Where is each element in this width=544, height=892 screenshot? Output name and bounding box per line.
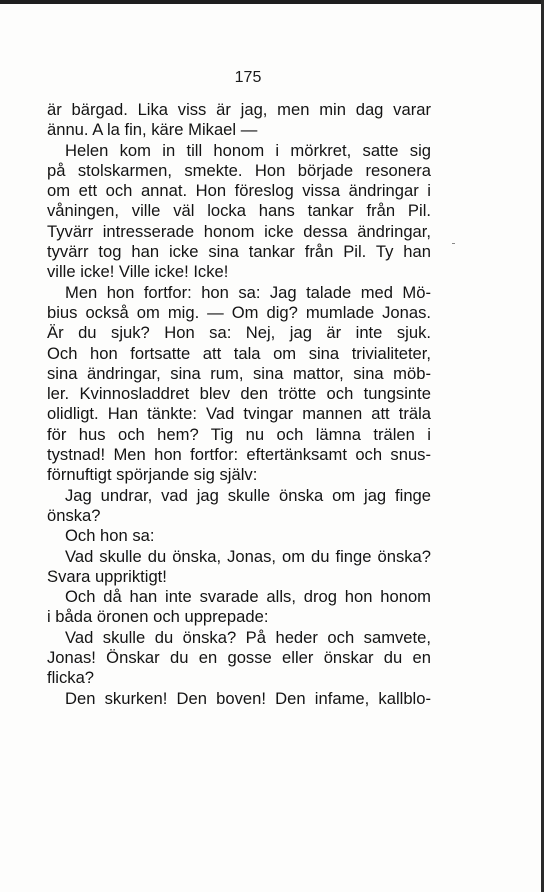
page-top-edge <box>0 0 544 4</box>
text-line: Svara uppriktigt! <box>47 566 167 586</box>
text-line: är bärgad. Lika viss är jag, men min dag varar <box>47 100 431 119</box>
text-line: Tyvärr intresserade honom icke dessa ändringar, <box>47 221 431 241</box>
text-line: för hus och hem? Tig nu och lämna trälen i <box>47 424 431 444</box>
text-line: Vad skulle du önska? På heder och samvete, <box>65 627 431 647</box>
text-line: Den skurken! Den boven! Den infame, kallblo- <box>65 688 431 708</box>
text-line: Och hon sa: <box>65 526 155 546</box>
text-line: ville icke! Ville icke! Icke! <box>47 262 229 282</box>
text-line: Men hon fortfor: hon sa: Jag talade med Mö- <box>65 282 431 302</box>
text-line: i båda öronen och upprepade: <box>47 607 269 627</box>
text-line: ännu. A la fin, käre Mikael — <box>47 120 258 140</box>
text-line: Jonas! Önskar du en gosse eller önskar du en <box>47 648 431 668</box>
text-line: flicka? <box>47 668 95 688</box>
text-line: sina ändringar, sina rum, sina mattor, sina möb- <box>47 363 431 383</box>
text-line: våningen, ville väl locka hans tankar från Pil. <box>47 201 431 221</box>
text-line: olidligt. Han tänkte: Vad tvingar mannen att träla <box>47 404 431 424</box>
text-line: förnuftigt spörjande sig själv: <box>47 465 258 485</box>
page-number: 175 <box>234 69 262 86</box>
text-line: Och då han inte svarade alls, drog hon honom <box>65 587 431 607</box>
text-line: önska? <box>47 505 101 525</box>
text-line: bius också om mig. — Om dig? mumlade Jonas. <box>47 302 431 322</box>
text-line: Helen kom in till honom i mörkret, satte sig <box>65 140 431 160</box>
text-line: Och hon fortsatte att tala om sina trivialiteter, <box>47 343 431 363</box>
text-line: på stolskarmen, smekte. Hon började resonera <box>47 160 431 180</box>
text-line: Jag undrar, vad jag skulle önska om jag finge <box>65 485 431 505</box>
text-line: Vad skulle du önska, Jonas, om du finge önska? <box>65 546 431 566</box>
text-line: om ett och annat. Hon föreslog vissa ändringar i <box>47 181 431 201</box>
text-line: Är du sjuk? Hon sa: Nej, jag är inte sjuk. <box>47 323 431 343</box>
text-line: tystnad! Men hon fortfor: eftertänksamt och snus- <box>47 445 431 465</box>
text-line: tyvärr tog han icke sina tankar från Pil. Ty han <box>47 242 431 262</box>
body-text <box>47 100 431 709</box>
margin-speck <box>452 243 455 244</box>
text-line: ler. Kvinnosladdret blev den trötte och tungsinte <box>47 384 431 404</box>
